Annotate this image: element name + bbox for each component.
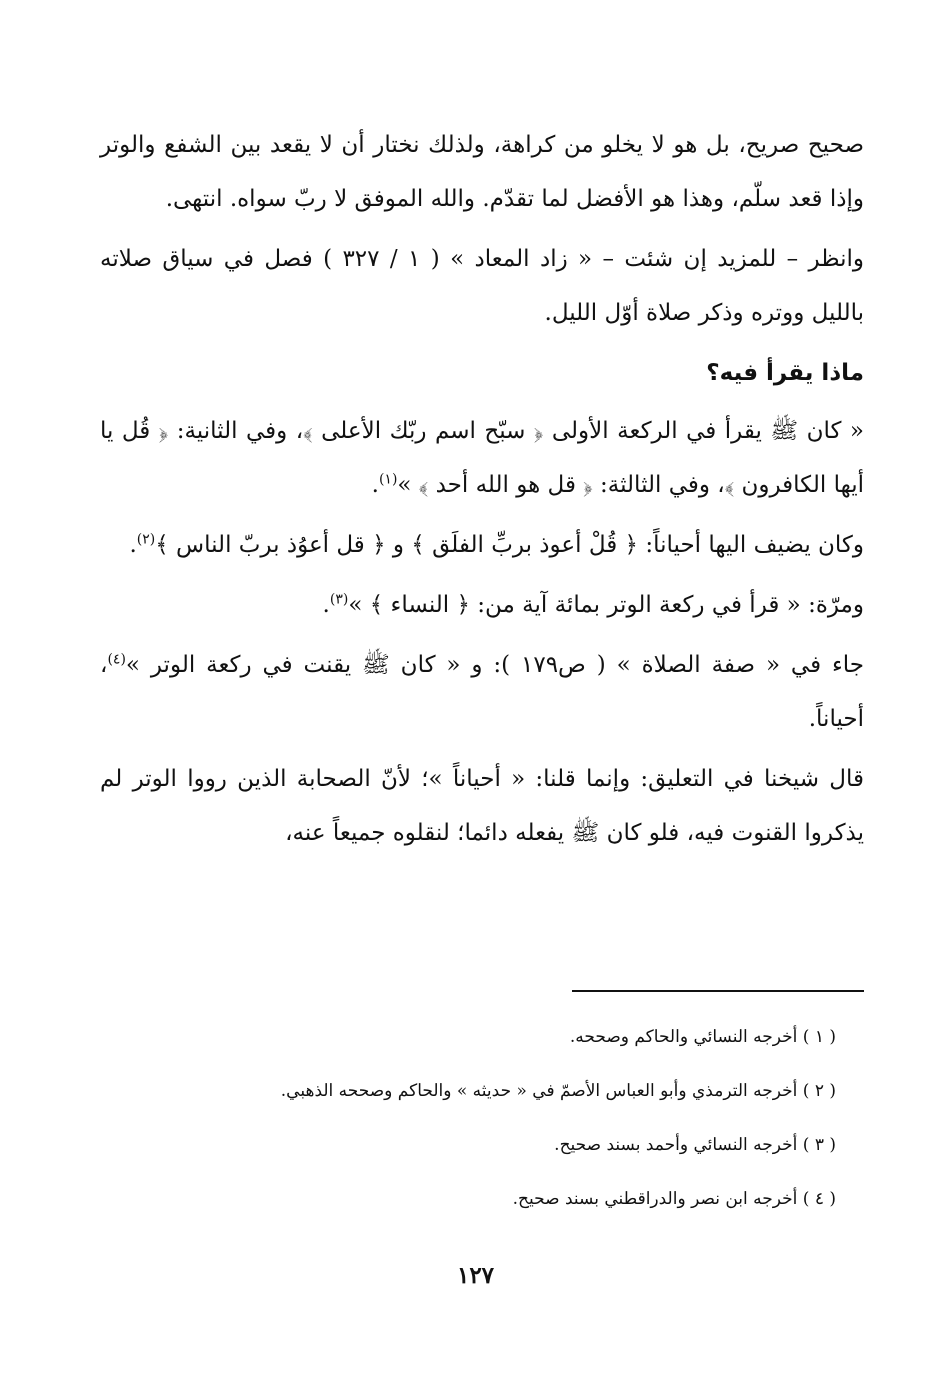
section-heading: ماذا يقرأ فيه؟ [706, 360, 864, 386]
footnote-ref: (٤) [107, 651, 126, 668]
paragraph-text: ومرّة: « قرأ في ركعة الوتر بمائة آية من: ﴿ النساء ﴾ » [348, 592, 864, 618]
paragraph [100, 578, 864, 632]
paragraph: قال شيخنا في التعليق: وإنما قلنا: « أحياناً »؛ لأنّ الصحابة الذين رووا الوتر لم يذكروا القنوت فيه، فلو كان ﷺ يفعله دائما؛ لنقلوه جميعاً عنه، [100, 766, 864, 846]
footnote-ref: (٢) [136, 531, 156, 548]
paragraph-text: جاء في « صفة الصلاة » ( ص١٧٩ ): و « كان ﷺ يقنت في ركعة الوتر » [125, 652, 865, 678]
paragraph-end: . [322, 592, 330, 618]
paragraph [100, 518, 864, 572]
page-number: ١٢٧ [456, 1262, 495, 1289]
footnote: ( ٤ ) أخرجه ابن نصر والدراقطني بسند صحيح. [512, 1189, 836, 1209]
footnote-ref: (١) [378, 471, 398, 488]
footnote: ( ١ ) أخرجه النسائي والحاكم وصححه. [569, 1027, 836, 1047]
footnote-ref: (٣) [329, 591, 349, 608]
paragraph-end: ، أحياناً. [100, 652, 864, 732]
paragraph: صحيح صريح، بل هو لا يخلو من كراهة، ولذلك نختار أن لا يقعد بين الشفع والوتر وإذا قعد سلّم، وهذا هو الأفضل لما تقدّم. والله الموفق لا ربّ سواه. انتهى. [100, 132, 864, 212]
main-text [100, 118, 864, 860]
paragraph [100, 404, 864, 512]
paragraph: وانظر – للمزيد إن شئت – « زاد المعاد » ( ١ / ٣٢٧ ) فصل في سياق صلاته بالليل ووتره وذكر صلاة أوّل الليل. [100, 246, 865, 326]
footnote-divider [572, 990, 864, 992]
paragraph [100, 638, 864, 746]
paragraph-text: « كان ﷺ يقرأ في الركعة الأولى ﴿ سبّح اسم ربّك الأعلى ﴾، وفي الثانية: ﴿ قُل يا أيها الكافرون ﴾، وفي الثالثة: ﴿ قل هو الله أحد ﴾ » [100, 418, 864, 498]
paragraph-end: . [371, 472, 379, 498]
paragraph-end: . [129, 532, 137, 558]
footnotes [100, 1010, 836, 1226]
footnote: ( ٣ ) أخرجه النسائي وأحمد بسند صحيح. [554, 1135, 836, 1155]
footnote: ( ٢ ) أخرجه الترمذي وأبو العباس الأصمّ في « حديثه » والحاكم وصححه الذهبي. [280, 1081, 836, 1101]
paragraph-text: وكان يضيف اليها أحياناً: ﴿ قُلْ أعوذ بربِّ الفلَق ﴾ و ﴿ قل أعوُذ بربّ الناس ﴾ [155, 532, 864, 558]
